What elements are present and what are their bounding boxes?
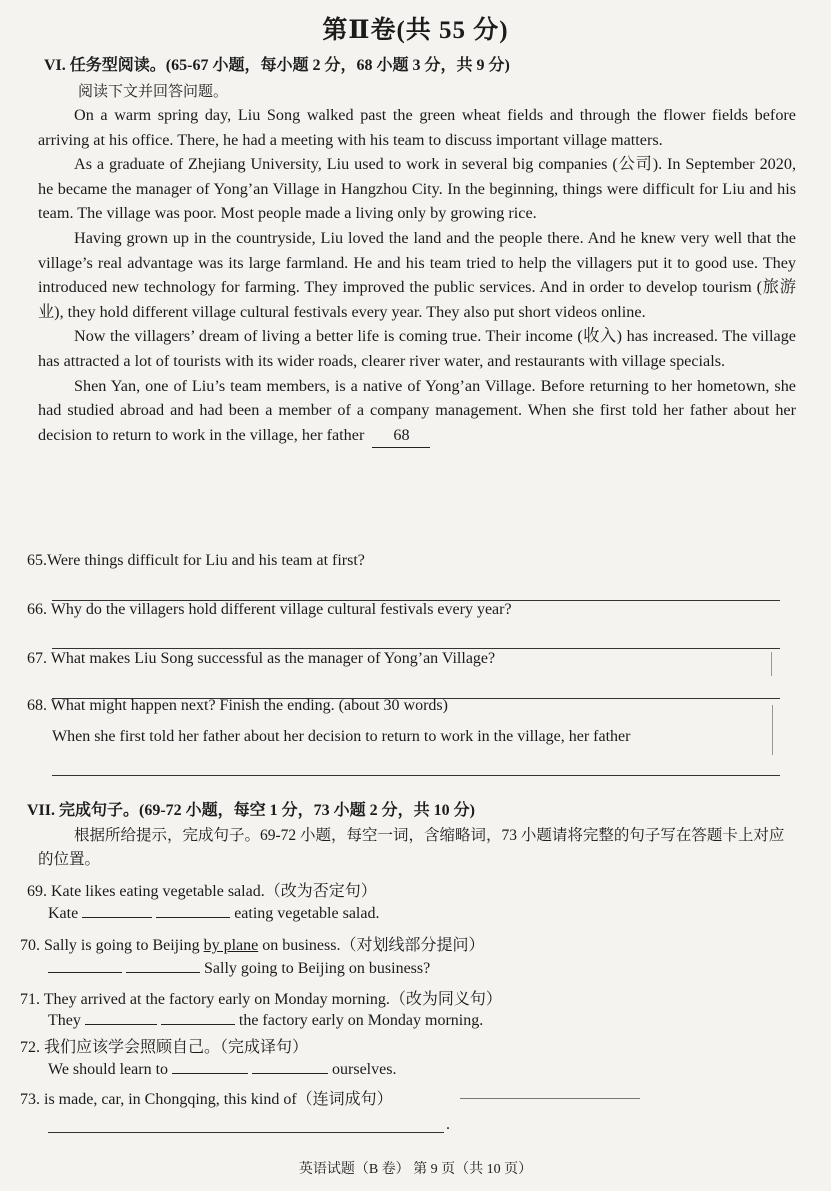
page-title: 第Ⅱ卷(共 55 分)	[322, 17, 509, 44]
blank-72-1[interactable]	[172, 1059, 248, 1074]
section-7-instruction: 根据所给提示，完成句子。69-72 小题，每空一词，含缩略词，73 小题请将完整的句子写在答题卡上对应的位置。	[38, 827, 785, 868]
answer-line-66[interactable]	[52, 648, 780, 649]
question-71-fill	[48, 1010, 483, 1030]
question-70-fill	[48, 958, 430, 978]
page-footer: 英语试题（B 卷） 第 9 页（共 10 页）	[298, 1162, 533, 1177]
question-72: 72. 我们应该学会照顾自己。（完成译句）	[20, 1039, 309, 1056]
reading-passage	[38, 103, 796, 448]
blank-70-1[interactable]	[48, 958, 122, 973]
answer-line-73[interactable]	[48, 1132, 444, 1133]
q71-start: They	[48, 1012, 81, 1029]
q70-fill-end: Sally going to Beijing on business?	[204, 960, 431, 977]
question-66: 66. Why do the villagers hold different village cultural festivals every year?	[27, 601, 512, 618]
passage-paragraph-3: Having grown up in the countryside, Liu loved the land and the people there. And he knew very well that the village’s real advantage was its large farmland. He and his team tried to help the villagers put it to good use. They introduced new technology for farming. They improved the public services. And in order to develop tourism (旅游业), they hold different village cultural festivals every year. They also put short videos online.	[38, 228, 796, 321]
q69-start: Kate	[48, 905, 79, 922]
question-68: 68. What might happen next? Finish the ending. (about 30 words)	[27, 697, 448, 714]
question-65: 65.Were things difficult for Liu and his team at first?	[27, 552, 365, 569]
question-71: 71. They arrived at the factory early on Monday morning.（改为同义句）	[20, 991, 502, 1008]
question-67: 67. What makes Liu Song successful as the manager of Yong’an Village?	[27, 650, 496, 667]
margin-mark	[771, 652, 772, 676]
q71-end: the factory early on Monday morning.	[238, 1012, 484, 1029]
q72-start: We should learn to	[48, 1061, 169, 1078]
section-7-heading: VII. 完成句子。(69-72 小题，每空 1 分，73 小题 2 分，共 10 分)	[27, 802, 475, 819]
blank-72-2[interactable]	[252, 1059, 328, 1074]
stray-line	[460, 1098, 640, 1099]
blank-71-1[interactable]	[85, 1010, 157, 1025]
question-72-fill	[48, 1059, 396, 1079]
question-68-prompt: When she first told her father about her decision to return to work in the village, her father	[52, 728, 631, 745]
blank-70-2[interactable]	[126, 958, 200, 973]
blank-69-1[interactable]	[82, 903, 152, 918]
question-69-fill	[48, 903, 379, 923]
section-6-instruction: 阅读下文并回答问题。	[78, 84, 229, 100]
passage-paragraph-5-text: Shen Yan, one of Liu’s team members, is a native of Yong’an Village. Before returning to her hometown, she had studied abroad and had been a member of a company management. When she first told her father about her decision to return to work in the village, her father	[38, 376, 796, 444]
passage-paragraph-4: Now the villagers’ dream of living a better life is coming true. Their income (收入) has increased. The village has attracted a lot of tourists with its wider roads, clearer river water, and restaurants with village specials.	[38, 327, 796, 370]
blank-68[interactable]: 68	[372, 423, 430, 449]
blank-69-2[interactable]	[156, 903, 230, 918]
question-69: 69. Kate likes eating vegetable salad.（改为否定句）	[27, 883, 377, 900]
question-73: 73. is made, car, in Chongqing, this kind of（连词成句）	[20, 1091, 393, 1108]
margin-mark	[772, 705, 773, 755]
q70-start: 70. Sally is going to Beijing	[20, 937, 200, 954]
q73-period: .	[446, 1116, 450, 1133]
passage-paragraph-5	[38, 374, 796, 449]
passage-paragraph-2: As a graduate of Zhejiang University, Liu used to work in several big companies (公司). In September 2020, he became the manager of Yong’an Village in Hangzhou City. In the beginning, things were difficult for Liu and his team. The village was poor. Most people made a living only by growing rice.	[38, 155, 796, 223]
q70-underlined-phrase: by plane	[203, 937, 259, 954]
q70-end: on business.（对划线部分提问）	[262, 937, 485, 954]
question-70	[20, 932, 484, 955]
blank-71-2[interactable]	[161, 1010, 235, 1025]
section-6-heading: VI. 任务型阅读。(65-67 小题，每小题 2 分，68 小题 3 分，共 9 分)	[44, 57, 510, 74]
q72-end: ourselves.	[332, 1061, 397, 1078]
q69-end: eating vegetable salad.	[234, 905, 380, 922]
answer-line-68[interactable]	[52, 775, 780, 776]
passage-paragraph-1: On a warm spring day, Liu Song walked past the green wheat fields and through the flower fields before arriving at his office. There, he had a meeting with his team to discuss important village matters.	[38, 106, 796, 149]
